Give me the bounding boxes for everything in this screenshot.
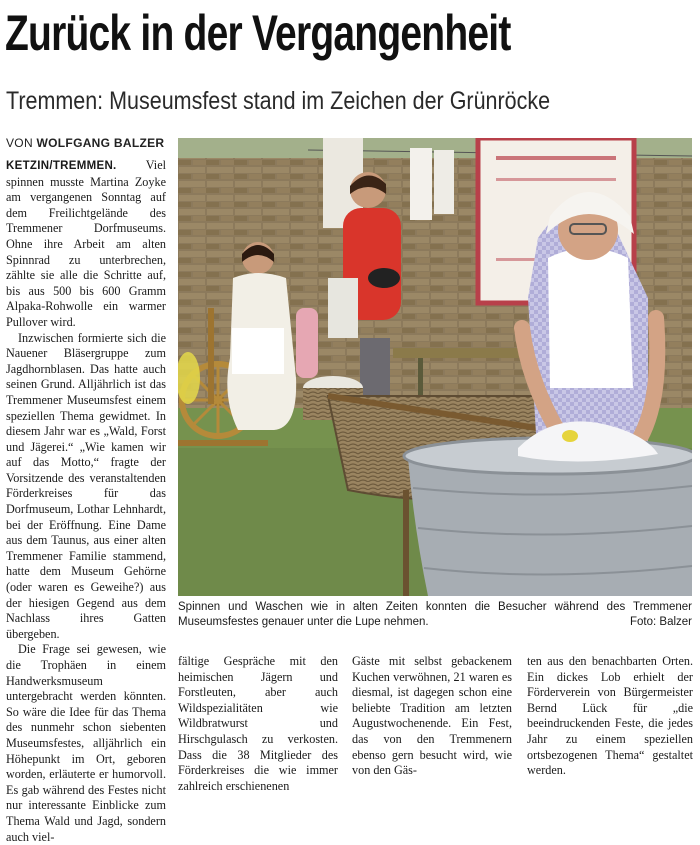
paragraph-1 xyxy=(6,158,166,331)
paragraph-2: Inzwischen formierte sich die Nauener Bläsergruppe zum Jagdhornblasen. Das hatte auch seinen Grund. Alljährlich ist das Tremmener Museumsfest einem speziellen Thema gewidmet. In diesem Jahr war es „Wald, Forst und Jägerei.“ „Wie kamen wir auf das Motto,“ fragte der Vorsitzende des veranstaltenden Förderkreises für das Dorfmuseum, Lothar Lehnhardt, bei der Eröffnung. Eine Dame aus dem Taunus, aus einer alten Tremmener Familie stammend, hatte dem Museum Gehörne (oder waren es Geweihe?) aus der hiesigen Gegend aus dem Nachlass ihres Gatten übergeben. xyxy=(6,330,166,641)
byline xyxy=(6,136,164,150)
article-column-1 xyxy=(6,158,166,845)
article-column-2 xyxy=(178,654,338,794)
author-name: WOLFGANG BALZER xyxy=(36,136,165,150)
paragraph-1-text: Viel spinnen musste Martina Zoyke am vergangenen Sonntag auf dem Freilichtgelände des Tremmener Dorfmuseums. Ohne ihre Arbeit am alten Spinnrad zu unterbrechen, zählte sie alle die Schritte auf, bis aus 500 bis 600 Gramm Alpaka-Rohwolle ein warmer Pullover wird. xyxy=(6,158,166,329)
photo-credit: Foto: Balzer xyxy=(630,616,692,628)
article-photo xyxy=(178,138,692,596)
caption-text: Spinnen und Waschen wie in alten Zeiten konnten die Besucher während des Tremmener Museumsfestes genauer unter die Lupe nehmen. xyxy=(178,601,692,628)
photo-caption xyxy=(178,600,692,630)
photo-illustration xyxy=(178,138,692,596)
column-2-text: fältige Gespräche mit den heimischen Jägern und Forstleuten, aber auch Wildspezialitäten wie Wildbratwurst und Hirschgulasch zu verkosten. Dass die 38 Mitglieder des Förderkreises die wie immer zahlreich erschienenen xyxy=(178,654,338,793)
column-3-text: Gäste mit selbst gebackenem Kuchen verwöhnen, 21 waren es diesmal, ist dagegen schon eine beliebte Tradition am letzten Augustwochenende. Ein Fest, das von den Tremmenern ebenso gern besucht wird, wie von den Gäs- xyxy=(352,654,512,778)
subheadline: Tremmen: Museumsfest stand im Zeichen der Grünröcke xyxy=(6,87,551,115)
byline-prefix: VON xyxy=(6,136,33,150)
dateline: KETZIN/TREMMEN. xyxy=(6,160,117,172)
column-4-text: ten aus den benachbarten Orten. Ein dickes Lob erhielt der Förderverein von Bürgermeister Bernd Lück für „die beeindruckenden Feste, die jedes Jahr zu einem speziellen ortsbezogenen Thema“ gestaltet werden. xyxy=(527,654,693,778)
paragraph-3: Die Frage sei gewesen, wie die Trophäen in einem Handwerksmuseum untergebracht werden könnten. So wäre die Idee für das Thema des nunmehr schon siebenten Museumsfestes, alljährlich ein Höhepunkt im Ort, geboren worden, erläuterte er humorvoll. Es gab während des Festes nicht nur interessante Einblicke zum Thema Wald und Jagd, sondern auch viel- xyxy=(6,642,166,844)
article-column-3 xyxy=(352,654,512,779)
article-column-4 xyxy=(527,654,693,779)
headline: Zurück in der Vergangenheit xyxy=(5,5,511,61)
